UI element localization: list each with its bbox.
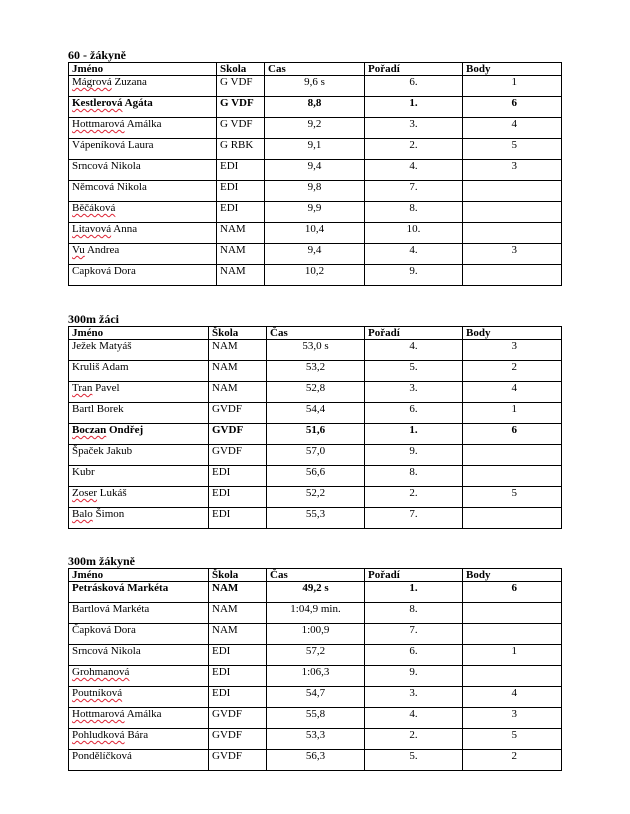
col-rank-cell: 1. <box>365 582 463 603</box>
col-rank-cell: 10. <box>365 223 463 244</box>
col-rank-header: Pořadí <box>365 569 463 582</box>
col-school-cell: NAM <box>209 582 267 603</box>
table-row <box>69 361 562 382</box>
col-rank-cell: 4. <box>365 160 463 181</box>
col-time-cell: 57,0 <box>267 445 365 466</box>
table-body <box>69 340 562 529</box>
results-table <box>68 568 562 771</box>
col-name-cell: Pondělíčková <box>69 750 209 771</box>
col-points-cell: 6 <box>463 97 562 118</box>
col-points-cell: 5 <box>463 487 562 508</box>
col-time-cell: 9,2 <box>265 118 365 139</box>
col-points-cell: 1 <box>463 403 562 424</box>
col-time-header: Čas <box>267 327 365 340</box>
col-time-header: Čas <box>267 569 365 582</box>
col-name-cell: Kestlerová Agáta <box>69 97 217 118</box>
col-time-cell: 54,4 <box>267 403 365 424</box>
col-rank-header: Pořadí <box>365 63 463 76</box>
col-rank-cell: 4. <box>365 244 463 265</box>
col-school-cell: EDI <box>209 466 267 487</box>
col-points-cell <box>463 466 562 487</box>
col-points-cell: 5 <box>463 729 562 750</box>
col-points-cell <box>463 223 562 244</box>
col-time-cell: 8,8 <box>265 97 365 118</box>
col-time-cell: 1:06,3 <box>267 666 365 687</box>
table-row <box>69 403 562 424</box>
col-points-cell: 6 <box>463 424 562 445</box>
col-school-cell: G VDF <box>217 118 265 139</box>
col-rank-cell: 5. <box>365 750 463 771</box>
col-points-cell: 1 <box>463 645 562 666</box>
table-row <box>69 645 562 666</box>
col-points-cell <box>463 666 562 687</box>
col-school-header: Škola <box>209 327 267 340</box>
table-row <box>69 466 562 487</box>
table-row <box>69 424 562 445</box>
col-time-cell: 9,4 <box>265 244 365 265</box>
col-time-cell: 56,6 <box>267 466 365 487</box>
col-time-cell: 52,2 <box>267 487 365 508</box>
col-points-cell: 4 <box>463 382 562 403</box>
col-rank-cell: 7. <box>365 181 463 202</box>
col-points-cell: 2 <box>463 750 562 771</box>
col-rank-cell: 2. <box>365 487 463 508</box>
col-points-cell: 4 <box>463 118 562 139</box>
col-points-header: Body <box>463 63 562 76</box>
col-school-cell: EDI <box>209 666 267 687</box>
col-time-cell: 57,2 <box>267 645 365 666</box>
table-row <box>69 508 562 529</box>
col-school-cell: NAM <box>209 361 267 382</box>
col-points-cell: 1 <box>463 76 562 97</box>
col-points-cell <box>463 508 562 529</box>
col-school-cell: EDI <box>209 687 267 708</box>
col-rank-cell: 8. <box>365 466 463 487</box>
col-rank-cell: 3. <box>365 118 463 139</box>
col-school-cell: G RBK <box>217 139 265 160</box>
section-60-girls <box>68 48 561 286</box>
table-row <box>69 382 562 403</box>
section-300m-boys <box>68 312 561 529</box>
col-time-cell: 10,2 <box>265 265 365 286</box>
col-time-cell: 9,1 <box>265 139 365 160</box>
table-row <box>69 223 562 244</box>
col-rank-cell: 9. <box>365 666 463 687</box>
col-points-cell <box>463 202 562 223</box>
col-points-cell: 3 <box>463 244 562 265</box>
table-row <box>69 666 562 687</box>
col-rank-cell: 1. <box>365 97 463 118</box>
table-row <box>69 139 562 160</box>
col-school-cell: EDI <box>209 508 267 529</box>
col-time-cell: 52,8 <box>267 382 365 403</box>
col-rank-cell: 2. <box>365 729 463 750</box>
col-name-cell: Tran Pavel <box>69 382 209 403</box>
table-row <box>69 750 562 771</box>
col-name-cell: Boczan Ondřej <box>69 424 209 445</box>
results-table <box>68 326 562 529</box>
col-points-cell <box>463 603 562 624</box>
table-row <box>69 729 562 750</box>
table-row <box>69 687 562 708</box>
col-name-cell: Balo Šimon <box>69 508 209 529</box>
col-points-cell: 3 <box>463 160 562 181</box>
col-name-cell: Hottmarová Amálka <box>69 708 209 729</box>
section-title: 300m žáci <box>68 312 119 326</box>
col-name-cell: Kubr <box>69 466 209 487</box>
col-time-cell: 55,8 <box>267 708 365 729</box>
col-points-cell: 3 <box>463 340 562 361</box>
section-title: 60 - žákyně <box>68 48 126 62</box>
col-time-header: Cas <box>265 63 365 76</box>
col-time-cell: 54,7 <box>267 687 365 708</box>
table-row <box>69 244 562 265</box>
table-row <box>69 265 562 286</box>
col-name-cell: Němcová Nikola <box>69 181 217 202</box>
col-time-cell: 1:00,9 <box>267 624 365 645</box>
table-row <box>69 603 562 624</box>
col-points-header: Body <box>463 569 562 582</box>
table-row <box>69 487 562 508</box>
col-name-header: Jméno <box>69 569 209 582</box>
col-time-cell: 55,3 <box>267 508 365 529</box>
col-school-cell: NAM <box>217 265 265 286</box>
col-school-cell: NAM <box>209 603 267 624</box>
results-table <box>68 62 562 286</box>
table-row <box>69 708 562 729</box>
col-name-header: Jméno <box>69 63 217 76</box>
col-school-cell: GVDF <box>209 750 267 771</box>
col-name-cell: Čapková Dora <box>69 624 209 645</box>
col-name-cell: Běčáková <box>69 202 217 223</box>
col-points-cell: 3 <box>463 708 562 729</box>
table-row <box>69 445 562 466</box>
col-school-cell: EDI <box>217 181 265 202</box>
col-time-cell: 10,4 <box>265 223 365 244</box>
col-rank-cell: 7. <box>365 508 463 529</box>
col-school-cell: NAM <box>209 624 267 645</box>
table-row <box>69 624 562 645</box>
col-name-cell: Srncová Nikola <box>69 645 209 666</box>
col-school-cell: NAM <box>217 223 265 244</box>
col-rank-cell: 9. <box>365 265 463 286</box>
col-time-cell: 51,6 <box>267 424 365 445</box>
col-name-header: Jméno <box>69 327 209 340</box>
col-school-cell: NAM <box>209 340 267 361</box>
table-row <box>69 202 562 223</box>
col-rank-cell: 9. <box>365 445 463 466</box>
col-time-cell: 9,6 s <box>265 76 365 97</box>
section-300m-girls <box>68 554 561 771</box>
col-time-cell: 9,4 <box>265 160 365 181</box>
col-points-cell: 6 <box>463 582 562 603</box>
table-row <box>69 181 562 202</box>
col-name-cell: Capková Dora <box>69 265 217 286</box>
col-school-cell: NAM <box>209 382 267 403</box>
col-name-cell: Pohludková Bára <box>69 729 209 750</box>
header-row <box>69 63 562 76</box>
col-school-cell: G VDF <box>217 97 265 118</box>
col-points-cell <box>463 181 562 202</box>
col-school-cell: EDI <box>209 645 267 666</box>
col-school-cell: G VDF <box>217 76 265 97</box>
col-points-cell <box>463 265 562 286</box>
col-rank-cell: 6. <box>365 645 463 666</box>
table-row <box>69 118 562 139</box>
col-rank-cell: 3. <box>365 382 463 403</box>
col-name-cell: Špaček Jakub <box>69 445 209 466</box>
col-name-cell: Kruliš Adam <box>69 361 209 382</box>
col-time-cell: 53,2 <box>267 361 365 382</box>
table-row <box>69 76 562 97</box>
col-school-cell: GVDF <box>209 403 267 424</box>
col-points-cell: 5 <box>463 139 562 160</box>
col-name-cell: Zoser Lukáš <box>69 487 209 508</box>
table-body <box>69 76 562 286</box>
col-name-cell: Mágrová Zuzana <box>69 76 217 97</box>
table-body <box>69 582 562 771</box>
col-name-cell: Petrásková Markéta <box>69 582 209 603</box>
col-school-cell: GVDF <box>209 729 267 750</box>
col-school-cell: GVDF <box>209 424 267 445</box>
col-time-cell: 1:04,9 min. <box>267 603 365 624</box>
col-school-cell: EDI <box>217 160 265 181</box>
col-points-cell <box>463 624 562 645</box>
col-name-cell: Poutníková <box>69 687 209 708</box>
col-rank-cell: 7. <box>365 624 463 645</box>
table-row <box>69 340 562 361</box>
col-rank-cell: 8. <box>365 202 463 223</box>
table-row <box>69 97 562 118</box>
col-points-cell <box>463 445 562 466</box>
col-name-cell: Ježek Matyáš <box>69 340 209 361</box>
col-name-cell: Vápeníková Laura <box>69 139 217 160</box>
col-time-cell: 9,8 <box>265 181 365 202</box>
col-rank-cell: 4. <box>365 708 463 729</box>
col-rank-cell: 5. <box>365 361 463 382</box>
table-row <box>69 160 562 181</box>
col-name-cell: Srncová Nikola <box>69 160 217 181</box>
col-school-cell: GVDF <box>209 445 267 466</box>
col-rank-cell: 6. <box>365 403 463 424</box>
header-row <box>69 569 562 582</box>
col-rank-cell: 1. <box>365 424 463 445</box>
col-school-header: Škola <box>209 569 267 582</box>
col-name-cell: Bartl Borek <box>69 403 209 424</box>
col-name-cell: Litavová Anna <box>69 223 217 244</box>
col-rank-header: Pořadí <box>365 327 463 340</box>
col-rank-cell: 2. <box>365 139 463 160</box>
col-school-cell: EDI <box>217 202 265 223</box>
col-points-cell: 4 <box>463 687 562 708</box>
col-points-header: Body <box>463 327 562 340</box>
col-school-cell: GVDF <box>209 708 267 729</box>
col-name-cell: Hottmarová Amálka <box>69 118 217 139</box>
col-rank-cell: 8. <box>365 603 463 624</box>
col-name-cell: Vu Andrea <box>69 244 217 265</box>
col-name-cell: Bartlová Markéta <box>69 603 209 624</box>
col-time-cell: 53,3 <box>267 729 365 750</box>
col-rank-cell: 6. <box>365 76 463 97</box>
col-school-header: Skola <box>217 63 265 76</box>
col-school-cell: NAM <box>217 244 265 265</box>
col-rank-cell: 4. <box>365 340 463 361</box>
col-points-cell: 2 <box>463 361 562 382</box>
header-row <box>69 327 562 340</box>
col-rank-cell: 3. <box>365 687 463 708</box>
section-title: 300m žákyně <box>68 554 135 568</box>
col-time-cell: 53,0 s <box>267 340 365 361</box>
table-row <box>69 582 562 603</box>
col-school-cell: EDI <box>209 487 267 508</box>
col-time-cell: 56,3 <box>267 750 365 771</box>
col-time-cell: 49,2 s <box>267 582 365 603</box>
col-time-cell: 9,9 <box>265 202 365 223</box>
col-name-cell: Grohmanová <box>69 666 209 687</box>
